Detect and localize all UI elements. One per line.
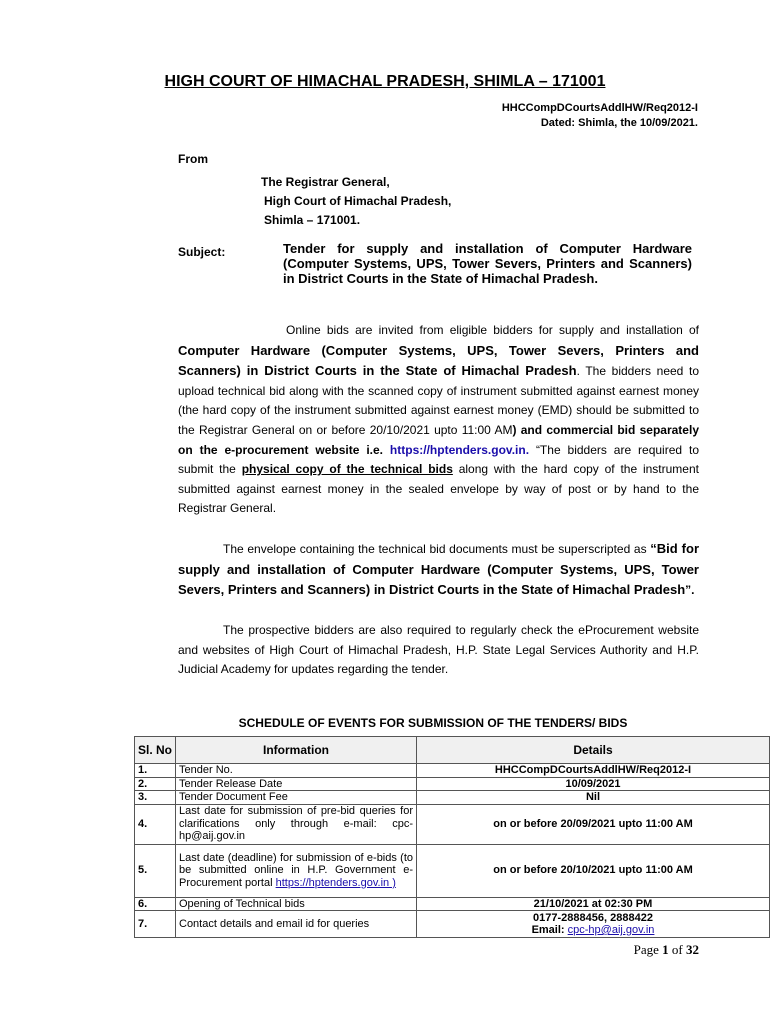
table-row (135, 791, 770, 805)
subject-label: Subject: (178, 245, 226, 259)
contact-email (420, 924, 766, 937)
sender-line-3: Shimla – 171001. (264, 213, 361, 227)
dated-line: Dated: Shimla, the 10/09/2021. (540, 117, 698, 129)
sender-line-2: High Court of Himachal Pradesh, (264, 194, 452, 208)
sender-address (261, 173, 451, 230)
reference-block (502, 101, 698, 131)
row-info: Contact details and email id for queries (176, 911, 417, 938)
row-number: 3. (135, 791, 176, 805)
row-details: on or before 20/09/2021 upto 11:00 AM (417, 804, 770, 844)
header-information: Information (176, 737, 417, 764)
row-info: Opening of Technical bids (176, 897, 417, 911)
p3-text: The prospective bidders are also required to regularly check the eProcurement website and websites of High Court of Himachal Pradesh, H.P. State Legal Services Authority and H.P. Judicial Academy for updates regarding the tender. (178, 623, 699, 677)
p1-bold: Computer Hardware (Computer Systems, UPS, Tower Severs, Printers and Scanners) in District Courts in the State of Himachal Pradesh (178, 342, 699, 379)
row-number: 6. (135, 897, 176, 911)
table-row (135, 911, 770, 938)
row-number: 5. (135, 844, 176, 897)
paragraph-2 (178, 539, 699, 601)
subject-text: Tender for supply and installation of Computer Hardware (Computer Systems, UPS, Tower Severs, Printers and Scanners) in District Courts in the State of Himachal Pradesh. (283, 241, 692, 286)
row-info: Tender Release Date (176, 777, 417, 791)
page-total: 32 (686, 942, 699, 957)
p1-text-e: along with the hard copy of the instrument submitted against earnest money in the sealed envelope by way of post or by hand to the Registrar General. (178, 462, 699, 516)
row-number: 4. (135, 804, 176, 844)
hptenders-portal-link[interactable]: https://hptenders.gov.in ) (275, 876, 396, 889)
sender-line-1: The Registrar General, (261, 175, 390, 189)
row-info: Tender Document Fee (176, 791, 417, 805)
page-title (0, 73, 770, 91)
header-details: Details (417, 737, 770, 764)
contact-phone: 0177-2888456, 2888422 (533, 911, 653, 924)
p2-bold: “Bid for supply and installation of Computer Hardware (Computer Systems, UPS, Tower Severs, Printers and Scanners) in District Courts in the State of Himachal Pradesh (178, 541, 699, 598)
row-number: 7. (135, 911, 176, 938)
page-of: of (671, 942, 683, 957)
reference-number: HHCCompDCourtsAddlHW/Req2012-I (501, 102, 698, 114)
email-label: Email: (531, 924, 568, 936)
row-details: 10/09/2021 (417, 777, 770, 791)
table-row (135, 764, 770, 778)
physical-copy-underline: physical copy of the technical bids (241, 462, 453, 477)
email-link[interactable]: cpc-hp@aij.gov.in (567, 924, 655, 936)
row-details: on or before 20/10/2021 upto 11:00 AM (417, 844, 770, 897)
page-word: Page (633, 942, 659, 957)
p1-text-a: Online bids are invited from eligible bidders for supply and installation of (286, 323, 699, 337)
row-number: 2. (135, 777, 176, 791)
schedule-table (134, 736, 770, 938)
row-info: Last date for submission of pre-bid queries for clarifications only through e-mail: cpc-hp@aij.gov.in (176, 804, 417, 844)
table-row (135, 804, 770, 844)
paragraph-1 (178, 321, 699, 519)
schedule-title: SCHEDULE OF EVENTS FOR SUBMISSION OF THE TENDERS/ BIDS (238, 716, 628, 730)
row-details: 21/10/2021 at 02:30 PM (417, 897, 770, 911)
row-info (176, 844, 417, 897)
table-row (135, 897, 770, 911)
p1-text-b: . The bidders need to upload technical bid along with the scanned copy of instrument submitted against earnest money (the hard copy of the instrument submitted against earnest money (EMD) should be submitted to the Registrar General on or before 20/10/2021 upto 11:00 AM (178, 364, 699, 437)
page-number (634, 942, 699, 958)
row-info-text: Last date (deadline) for submission of e-bids (to be submitted online in H.P. Government e-Procurement portal (179, 851, 413, 889)
header-sl-no: Sl. No (135, 737, 176, 764)
table-row (135, 777, 770, 791)
row-details: HHCCompDCourtsAddlHW/Req2012-I (417, 764, 770, 778)
row-info: Tender No. (176, 764, 417, 778)
court-title: HIGH COURT OF HIMACHAL PRADESH, SHIMLA – 171001 (164, 73, 606, 90)
from-label: From (178, 152, 208, 166)
row-details: Nil (417, 791, 770, 805)
p2-text-a: The envelope containing the technical bid documents must be superscripted as (223, 542, 651, 556)
table-header-row (135, 737, 770, 764)
p1-text-d: “The bidders are required to submit the (178, 442, 699, 477)
row-number: 1. (135, 764, 176, 778)
p2-text-b: ”. (685, 583, 695, 598)
row-details (417, 911, 770, 938)
hptenders-link[interactable]: https://hptenders.gov.in. (389, 442, 530, 457)
paragraph-3 (178, 621, 699, 680)
p1-text-c: ) and commercial bid separately on the e-procurement website i.e. (178, 422, 699, 457)
page-current: 1 (662, 942, 669, 957)
table-row (135, 844, 770, 897)
